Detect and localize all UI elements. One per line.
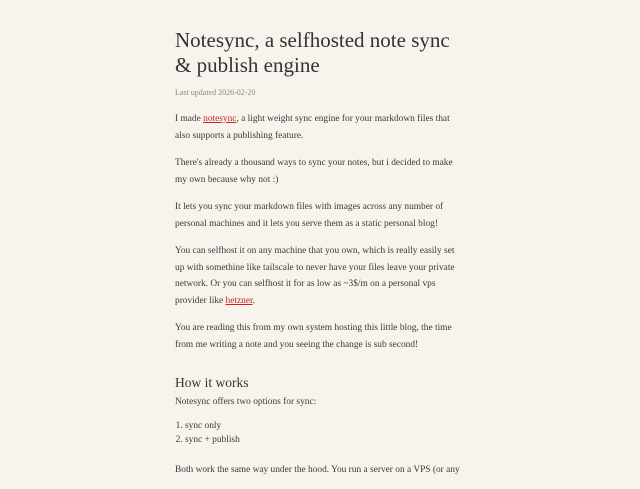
paragraph-why: There's already a thousand ways to sync your notes, but i decided to make my own because why not :) (175, 158, 453, 185)
paragraph-text: You can selfhost it on any machine that you own, which is really easily set up with somethine like tailscale to never have your files leave your private network. Or you can selfhost it for as low as ~3$/m on a personal vps provider like (175, 246, 455, 306)
sync-options-list (175, 419, 465, 447)
article (175, 28, 465, 489)
notesync-link[interactable]: notesync (203, 114, 237, 124)
section-heading-how-it-works: How it works (175, 375, 249, 390)
list-item: 1. sync only (185, 419, 465, 433)
paragraph-under-the-hood: Both work the same way under the hood. You run a server on a VPS (or any (175, 464, 460, 475)
paragraph-text: I made (175, 114, 204, 124)
paragraph-text: . (252, 295, 255, 306)
paragraph-selfhost (175, 243, 465, 309)
page-title: Notesync, a selfhosted note sync & publish engine (175, 28, 450, 77)
hetzner-link[interactable]: hetzner (225, 295, 253, 306)
last-updated: Last updated 2026-02-20 (175, 88, 256, 97)
paragraph-reading: You are reading this from my own system hosting this little blog, the time from me writing a note and you seeing the change is sub second! (175, 323, 452, 350)
paragraph-features: It lets you sync your markdown files with images across any number of personal machines and it lets you serve them as a static personal blog! (175, 202, 444, 229)
list-item: 2. sync + publish (185, 433, 465, 447)
paragraph-intro (175, 111, 465, 144)
paragraph-text: , a light weight sync engine for your markdown files that also supports a publishing feature. (175, 114, 450, 141)
paragraph-options-intro: Notesync offers two options for sync: (175, 397, 317, 407)
